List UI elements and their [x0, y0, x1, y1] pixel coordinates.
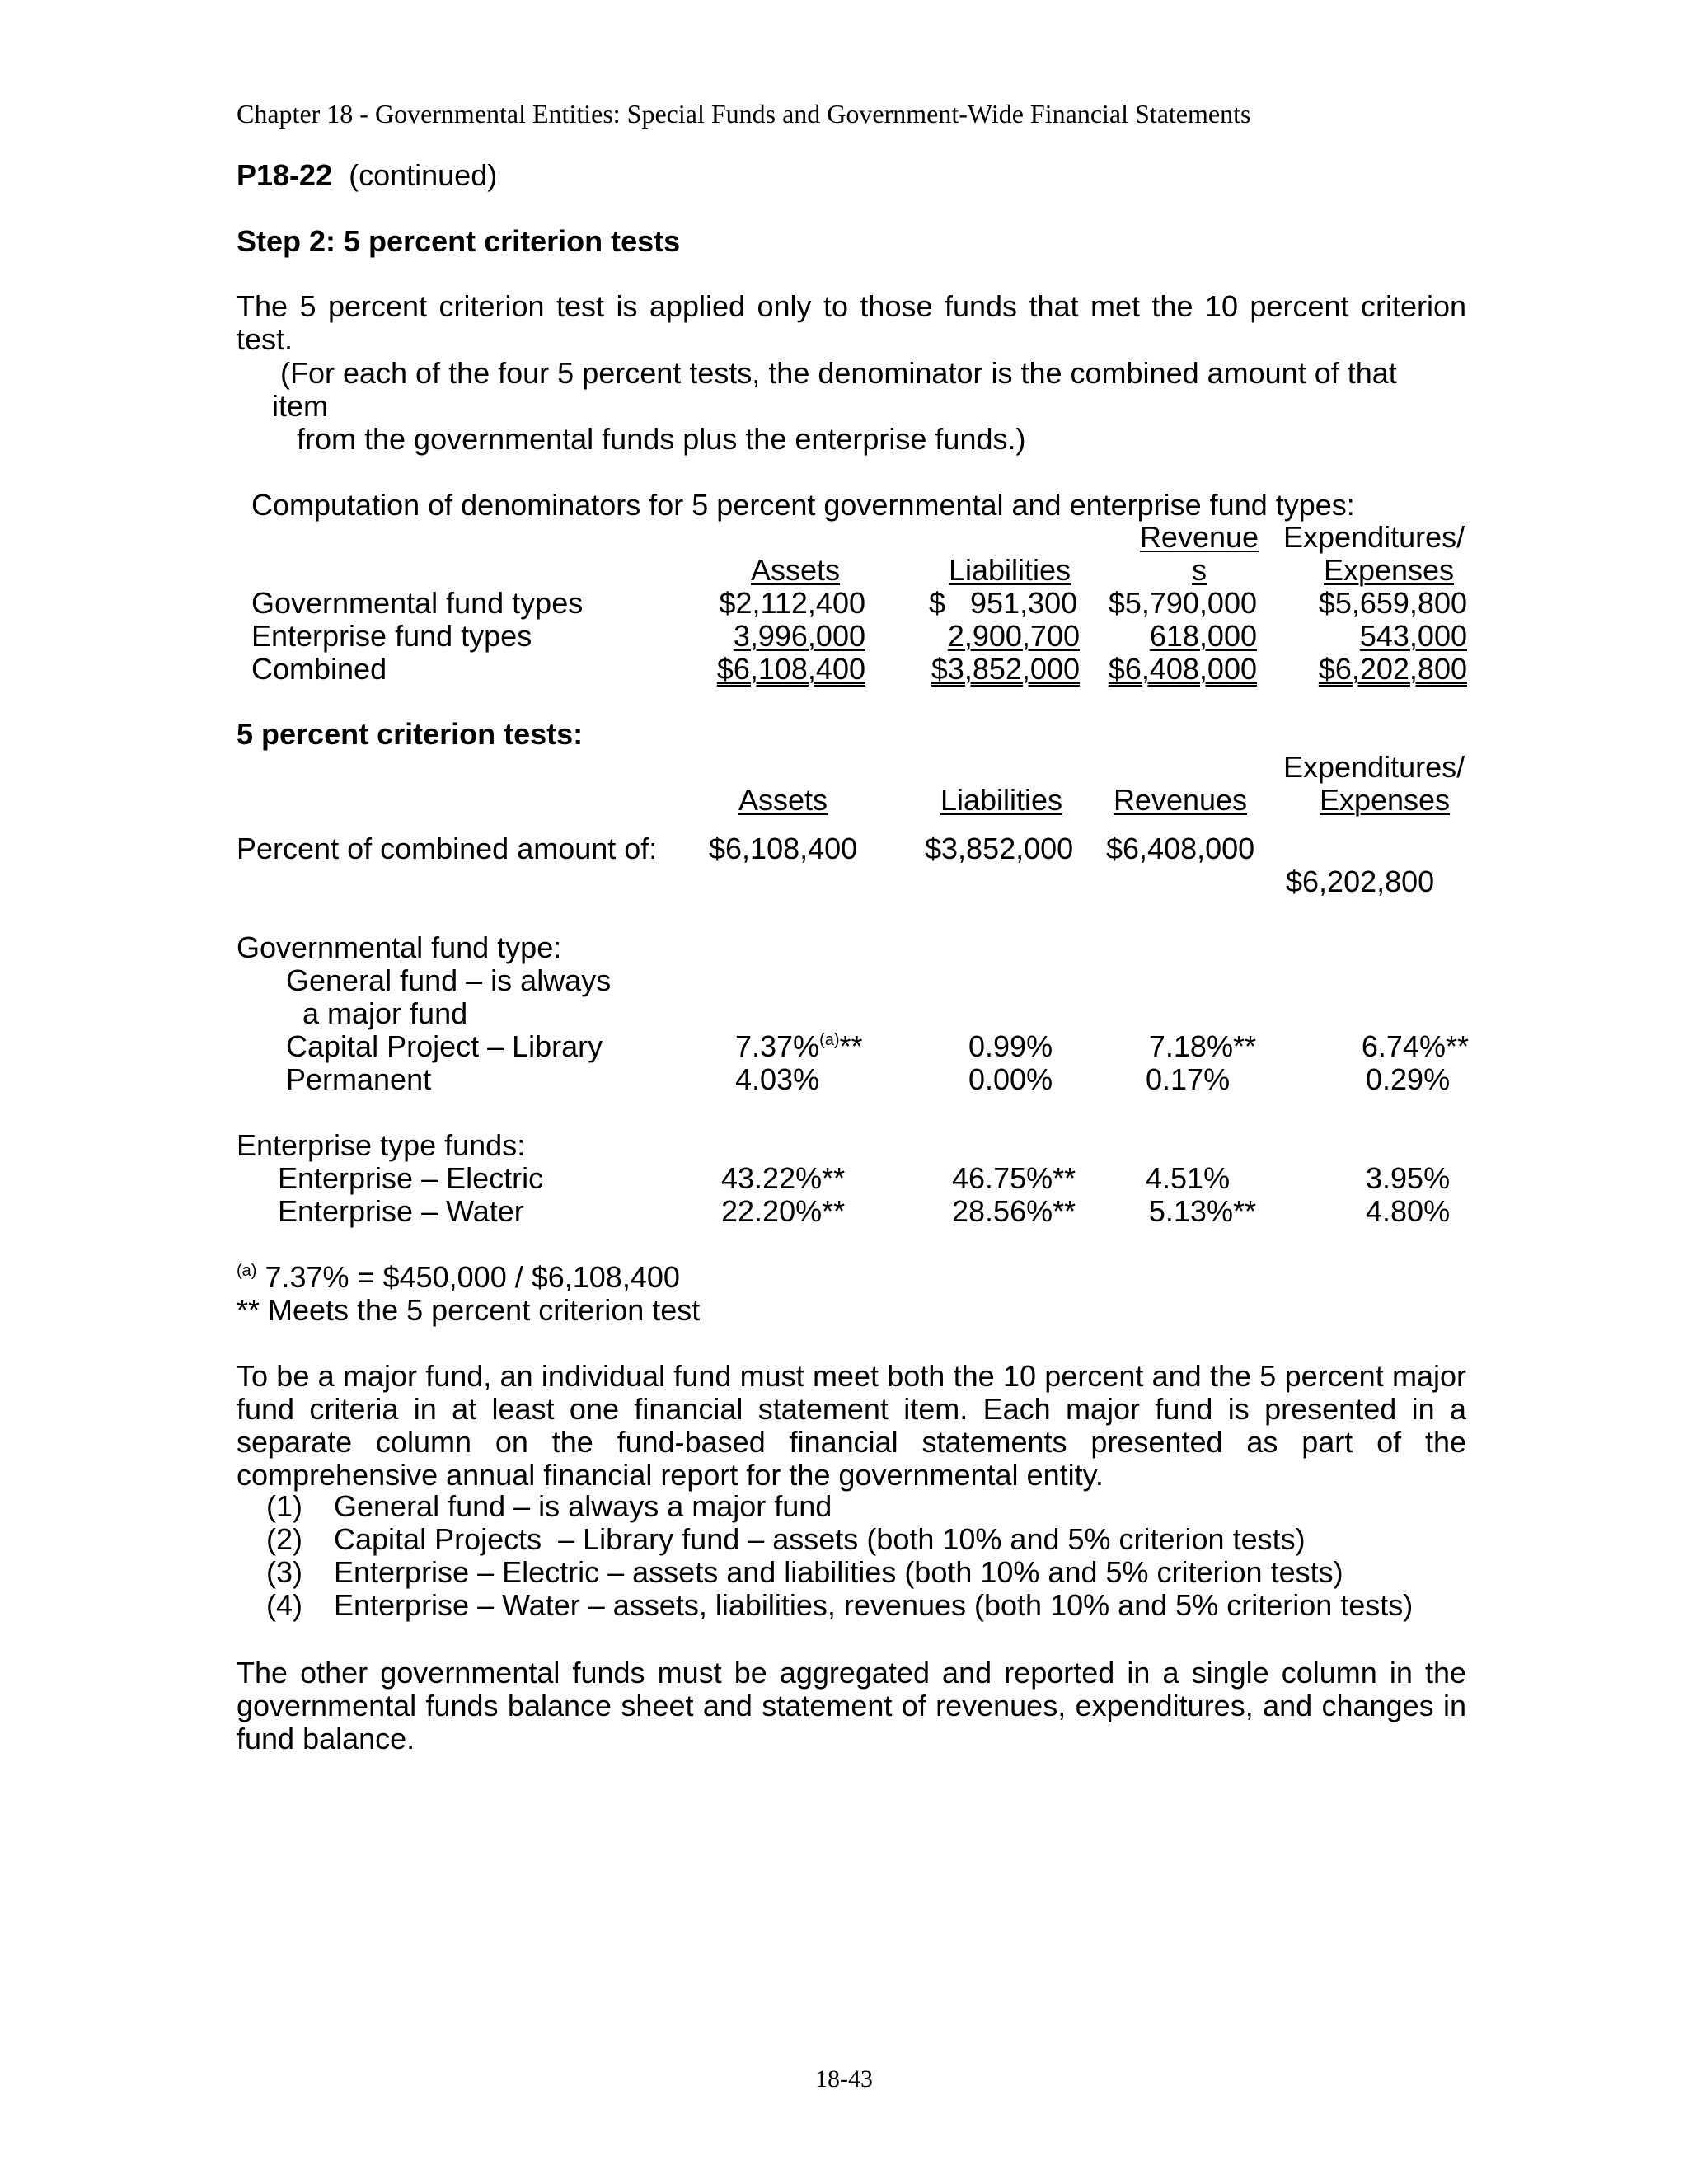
- permanent-label: Permanent: [286, 1062, 432, 1096]
- permanent-revenues: 0.17%: [1146, 1062, 1231, 1096]
- intro-paren-line-3: from the governmental funds plus the enterprise funds.): [297, 422, 1026, 456]
- denom-cell-revenues: 618,000: [1149, 619, 1257, 653]
- footnote-a: $^{(a)}$ 7.37% = $450,000 / $6,108,400: [237, 1260, 680, 1294]
- denom-header-liabilities: Liabilities: [948, 553, 1071, 587]
- permanent-expenses: 0.29%: [1366, 1062, 1451, 1096]
- electric-label: Enterprise – Electric: [278, 1161, 544, 1195]
- major-list-num: (4): [266, 1588, 302, 1622]
- denom-header-revenues-line-2: s: [1192, 553, 1207, 587]
- major-fund-paragraph: To be a major fund, an individual fund must meet both the 10 percent and the 5 percent major fund criteria in at least one financial statement item. Each major fund is presented in a separate column on the fund-based financial statements presented as part of the comprehensive annual financial report for the governmental entity.: [237, 1359, 1466, 1492]
- water-expenses: 4.80%: [1366, 1194, 1451, 1228]
- enterprise-heading: Enterprise type funds:: [237, 1128, 526, 1162]
- denom-cell-assets: $6,108,400: [716, 652, 865, 686]
- tests-header-liabilities: Liabilities: [940, 783, 1063, 817]
- intro-paragraph: The 5 percent criterion test is applied only to those funds that met the 10 percent criterion test.: [237, 289, 1466, 356]
- capital-project-liabilities: 0.99%: [968, 1029, 1053, 1063]
- denom-header-expenses-line-2: Expenses: [1323, 553, 1455, 587]
- major-list-num: (3): [266, 1555, 302, 1589]
- electric-assets: 43.22%**: [721, 1161, 846, 1195]
- denom-cell-expenses: 543,000: [1359, 619, 1467, 653]
- denom-cell-expenses: $6,202,800: [1318, 652, 1467, 686]
- water-assets: 22.20%**: [721, 1194, 846, 1228]
- capital-project-expenses: 6.74%**: [1361, 1029, 1469, 1063]
- water-revenues: 5.13%**: [1148, 1194, 1256, 1228]
- major-list-text: Enterprise – Water – assets, liabilities, revenues (both 10% and 5% criterion tests): [334, 1588, 1414, 1622]
- electric-liabilities: 46.75%**: [952, 1161, 1076, 1195]
- denom-header-assets: Assets: [750, 553, 841, 587]
- percent-of-assets: $6,108,400: [709, 832, 858, 865]
- denom-cell-assets: $2,112,400: [719, 586, 865, 620]
- denom-cell-liabilities: $3,852,000: [931, 652, 1080, 686]
- denom-row-label: Combined: [251, 652, 387, 686]
- denom-row-label: Enterprise fund types: [251, 619, 532, 653]
- page-number: 18-43: [815, 2065, 873, 2093]
- capital-project-label: Capital Project – Library: [286, 1029, 603, 1063]
- problem-heading: [237, 158, 498, 192]
- denom-header-expenses-line-1: Expenditures/: [1283, 520, 1465, 554]
- capital-project-revenues: 7.18%**: [1148, 1029, 1256, 1063]
- denom-cell-liabilities: 2,900,700: [947, 619, 1080, 653]
- major-list-text: Enterprise – Electric – assets and liabilities (both 10% and 5% criterion tests): [334, 1555, 1343, 1589]
- problem-suffix: (continued): [349, 158, 498, 192]
- water-liabilities: 28.56%**: [952, 1194, 1076, 1228]
- percent-of-label: Percent of combined amount of:: [237, 832, 658, 865]
- tests-header-expenses-line-1: Expenditures/: [1283, 750, 1465, 784]
- intro-paren-line-2: item: [272, 389, 329, 423]
- electric-expenses: 3.95%: [1366, 1161, 1451, 1195]
- denom-cell-revenues: $5,790,000: [1108, 586, 1257, 620]
- major-list-text: Capital Projects – Library fund – assets (both 10% and 5% criterion tests): [334, 1522, 1306, 1556]
- electric-revenues: 4.51%: [1146, 1161, 1231, 1195]
- step-title: Step 2: 5 percent criterion tests: [237, 224, 681, 258]
- tests-header-expenses-line-2: Expenses: [1319, 783, 1451, 817]
- intro-paren-line-1: (For each of the four 5 percent tests, the denominator is the combined amount of that: [280, 356, 1397, 390]
- general-fund-line-2: a major fund: [302, 996, 468, 1030]
- footnote-stars: ** Meets the 5 percent criterion test: [237, 1293, 701, 1327]
- chapter-header: Chapter 18 - Governmental Entities: Special Funds and Government-Wide Financial Statements: [237, 99, 1251, 129]
- denom-cell-expenses: $5,659,800: [1318, 586, 1467, 620]
- permanent-liabilities: 0.00%: [968, 1062, 1053, 1096]
- denom-header-revenues-line-1: Revenue: [1139, 520, 1259, 554]
- problem-id: P18-22: [237, 158, 333, 192]
- footnote-a-ref: (a): [819, 1031, 840, 1049]
- denom-cell-revenues: $6,408,000: [1108, 652, 1257, 686]
- permanent-assets: 4.03%: [735, 1062, 820, 1096]
- tests-header-revenues: Revenues: [1113, 783, 1248, 817]
- percent-of-revenues: $6,408,000: [1106, 832, 1255, 865]
- general-fund-line-1: General fund – is always: [286, 963, 612, 997]
- denom-cell-assets: 3,996,000: [733, 619, 865, 653]
- governmental-heading: Governmental fund type:: [237, 930, 562, 964]
- tests-title: 5 percent criterion tests:: [237, 717, 584, 751]
- denominators-title: Computation of denominators for 5 percent governmental and enterprise fund types:: [251, 488, 1355, 522]
- closing-paragraph: The other governmental funds must be aggregated and reported in a single column in the governmental funds balance sheet and statement of revenues, expenditures, and changes in fund balance.: [237, 1656, 1466, 1755]
- major-list-text: General fund – is always a major fund: [334, 1489, 832, 1523]
- tests-header-assets: Assets: [738, 783, 828, 817]
- percent-of-expenses: $6,202,800: [1286, 865, 1435, 898]
- capital-project-assets: 7.37%$^{(a)}$**: [735, 1029, 863, 1063]
- denom-row-label: Governmental fund types: [251, 586, 584, 620]
- major-list-num: (1): [266, 1489, 302, 1523]
- denom-cell-liabilities: $ 951,300: [929, 586, 1078, 620]
- water-label: Enterprise – Water: [278, 1194, 524, 1228]
- percent-of-liabilities: $3,852,000: [925, 832, 1074, 865]
- major-list-num: (2): [266, 1522, 302, 1556]
